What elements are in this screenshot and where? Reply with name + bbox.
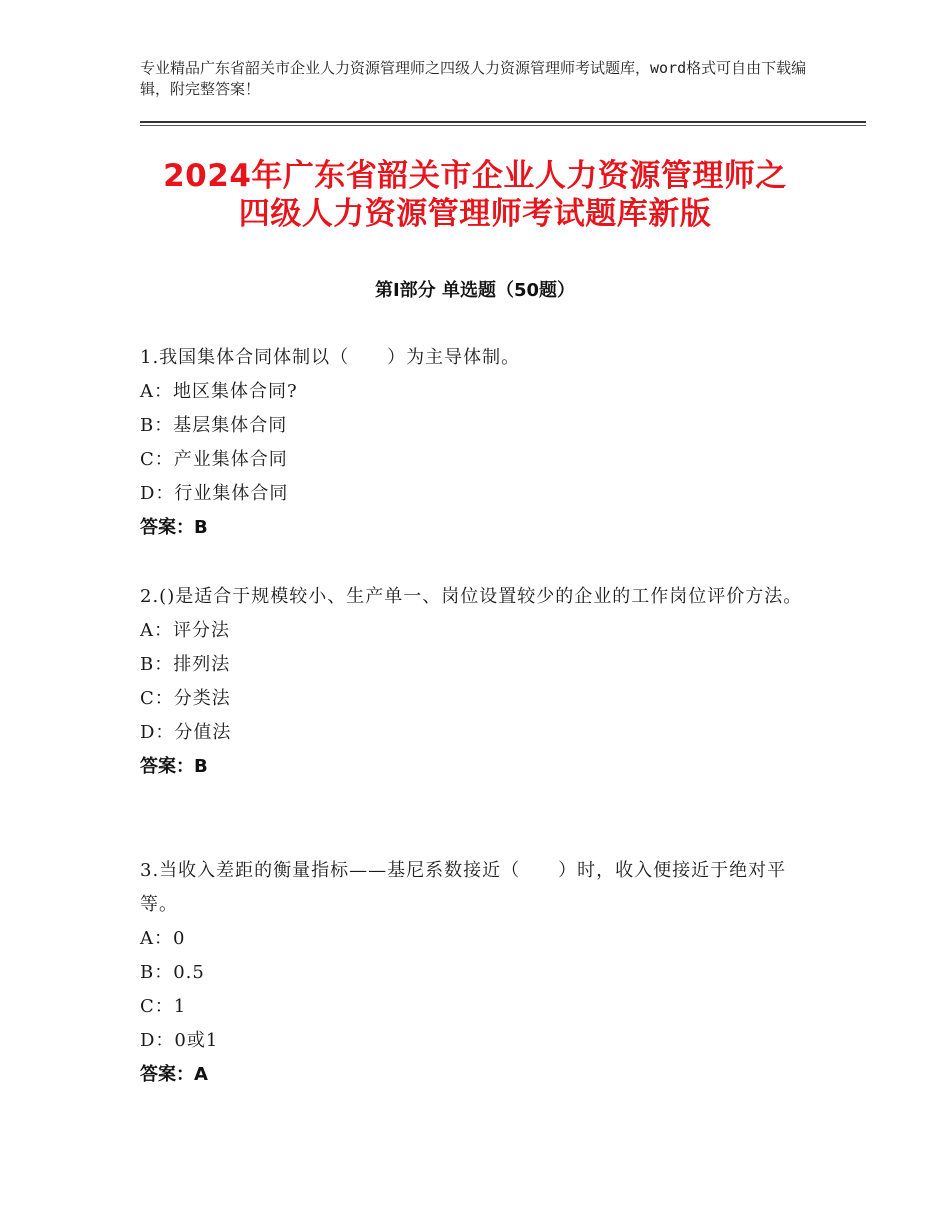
option-c: C：产业集体合同 — [140, 449, 288, 470]
document-title — [100, 157, 850, 233]
answer-line: 答案：B — [140, 756, 208, 777]
question-1 — [140, 341, 820, 545]
question-text: 2.()是适合于规模较小、生产单一、岗位设置较少的企业的工作岗位评价方法。 — [140, 586, 803, 607]
section-heading: 第Ⅰ部分 单选题（50题） — [374, 280, 575, 301]
option-b: B：基层集体合同 — [140, 415, 288, 436]
title-line-2: 四级人力资源管理师考试题库新版 — [238, 196, 712, 232]
answer-line: 答案：B — [140, 517, 208, 538]
header-note: 专业精品广东省韶关市企业人力资源管理师之四级人力资源管理师考试题库，word格式可自由下载编辑，附完整答案！ — [140, 59, 807, 98]
question-text: 3.当收入差距的衡量指标——基尼系数接近（ ）时，收入便接近于绝对平等。 — [140, 860, 787, 915]
question-3 — [140, 854, 820, 1092]
header-divider-thin — [140, 125, 866, 126]
title-line-1: 2024年广东省韶关市企业人力资源管理师之 — [163, 158, 787, 194]
option-d: D：0或1 — [140, 1030, 219, 1051]
option-b: B：排列法 — [140, 654, 231, 675]
question-text: 1.我国集体合同体制以（ ）为主导体制。 — [140, 347, 521, 368]
answer-line: 答案：A — [140, 1064, 208, 1085]
option-b: B：0.5 — [140, 962, 205, 983]
option-d: D：分值法 — [140, 722, 232, 743]
option-a: A：评分法 — [140, 620, 230, 641]
option-d: D：行业集体合同 — [140, 483, 289, 504]
option-a: A：0 — [140, 928, 186, 949]
option-c: C：1 — [140, 996, 187, 1017]
header-divider-thick — [140, 121, 866, 123]
option-a: A：地区集体合同? — [140, 381, 298, 402]
question-2 — [140, 580, 820, 784]
option-c: C：分类法 — [140, 688, 231, 709]
